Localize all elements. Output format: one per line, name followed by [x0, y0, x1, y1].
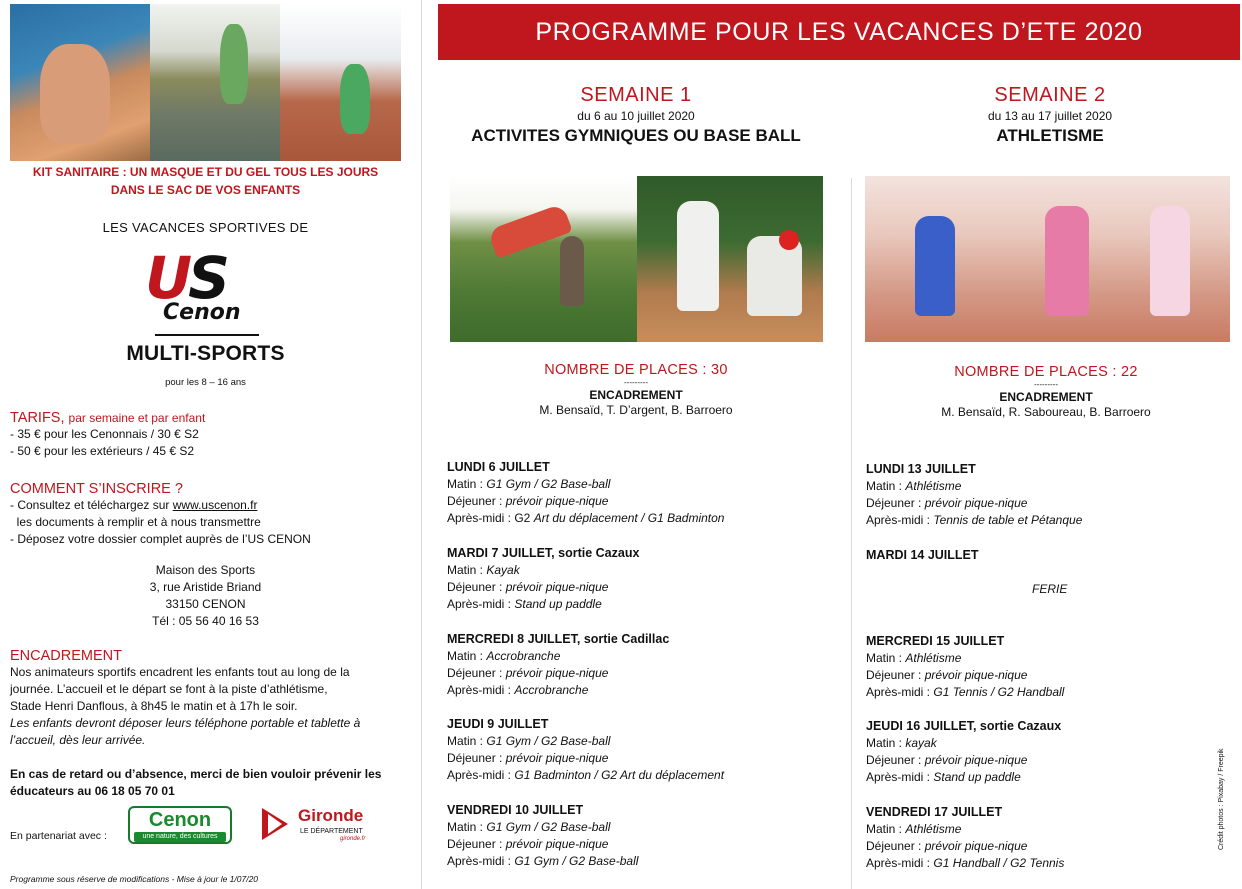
kit-line-1: KIT SANITAIRE : UN MASQUE ET DU GEL TOUS LES JOURS [32, 165, 379, 179]
day-line-dejeuner [447, 836, 638, 853]
line-key: Après-midi : [866, 685, 934, 699]
line-key: Déjeuner : [866, 496, 925, 510]
ferie-text: FERIE [1032, 582, 1068, 596]
line-key: Après-midi : [447, 854, 515, 868]
week2-day-monday [866, 461, 1082, 529]
line-key: Déjeuner : [447, 666, 506, 680]
day-line-dejeuner [866, 667, 1064, 684]
day-heading: LUNDI 6 JUILLET [447, 460, 550, 474]
day-line-dejeuner [447, 579, 639, 596]
gironde-word: Gironde [298, 806, 364, 825]
line-key: Après-midi : G2 [447, 511, 534, 525]
week2-day-thursday [866, 718, 1061, 786]
tarif-line: - 35 € pour les Cenonnais / 30 € S2 [10, 427, 199, 441]
line-key: Déjeuner : [866, 839, 925, 853]
line-value: prévoir pique-nique [924, 753, 1028, 767]
day-line-apresmidi [447, 682, 669, 699]
gironde-departement: LE DÉPARTEMENT [300, 828, 363, 835]
line-key: Après-midi : [447, 597, 515, 611]
day-line-apresmidi [866, 769, 1061, 786]
runner-2 [1045, 206, 1089, 316]
address-line: 33150 CENON [165, 597, 246, 611]
inscription-section [10, 481, 390, 548]
day-line-dejeuner [866, 752, 1061, 769]
encadrement-heading: ENCADREMENT [10, 648, 122, 664]
day-line-matin [447, 562, 639, 579]
line-key: Après-midi : [866, 513, 934, 527]
line-value: Accrobranche [514, 683, 589, 697]
line-value: Stand up paddle [514, 597, 602, 611]
line-value: G1 Gym / G2 Base-ball [514, 854, 639, 868]
day-heading: MERCREDI 8 JUILLET, sortie Cadillac [447, 632, 670, 646]
inscription-line-1-text: - Consultez et téléchargez sur [10, 498, 173, 512]
day-line-dejeuner [447, 665, 669, 682]
line-key: Matin : [866, 651, 906, 665]
ville-cenon-logo [128, 806, 232, 844]
day-line-matin [447, 733, 724, 750]
tarif-line: - 50 € pour les extérieurs / 45 € S2 [10, 444, 195, 458]
address-phone: Tél : 05 56 40 16 53 [152, 614, 259, 628]
hero-photo-collage [10, 4, 401, 161]
line-value: prévoir pique-nique [505, 666, 609, 680]
gironde-arrow-inner-icon [268, 814, 282, 834]
paddle-figure [220, 24, 248, 104]
week2-dates: du 13 au 17 juillet 2020 [987, 109, 1113, 123]
column-divider [421, 0, 422, 889]
day-heading: MARDI 7 JUILLET, sortie Cazaux [447, 546, 640, 560]
week2-places [856, 364, 1236, 419]
line-value: Athlétisme [905, 479, 962, 493]
photo-gymnastics [450, 176, 637, 342]
line-key: Déjeuner : [866, 753, 925, 767]
day-line-matin [866, 821, 1064, 838]
day-line-matin [866, 735, 1061, 752]
child-figure [40, 44, 110, 144]
day-line-matin [866, 478, 1082, 495]
week2-day-friday [866, 804, 1064, 872]
week1-title: SEMAINE 1 [580, 84, 692, 106]
day-line-matin [866, 650, 1064, 667]
week1-day-thursday [447, 716, 724, 784]
tarifs-section [10, 410, 390, 460]
day-line-apresmidi [447, 596, 639, 613]
line-value: prévoir pique-nique [924, 496, 1028, 510]
photo-baseball [637, 176, 823, 342]
vacances-title: LES VACANCES SPORTIVES DE [102, 220, 309, 235]
line-key: Après-midi : [866, 770, 934, 784]
batting-helmet [779, 230, 799, 250]
address-line: Maison des Sports [155, 563, 256, 577]
week1-encadrement-label: ENCADREMENT [589, 388, 683, 402]
week2-header [860, 84, 1240, 146]
day-line-apresmidi [866, 512, 1082, 529]
day-line-matin [447, 819, 638, 836]
line-value: Tennis de table et Pétanque [933, 513, 1083, 527]
cenon-logo-word: Cenon [148, 809, 212, 831]
baseball-player [677, 201, 719, 311]
us-cenon-logo [145, 244, 265, 336]
day-line-dejeuner [447, 750, 724, 767]
retard-line: éducateurs au 06 18 05 70 01 [10, 784, 175, 798]
logo-cenon: Cenon [163, 300, 241, 325]
line-value: prévoir pique-nique [505, 580, 609, 594]
line-key: Matin : [866, 822, 906, 836]
week2-activity: ATHLETISME [996, 126, 1104, 145]
line-key: Matin : [866, 736, 906, 750]
line-value: prévoir pique-nique [505, 494, 609, 508]
day-heading: MARDI 14 JUILLET [866, 548, 979, 562]
day-line-apresmidi [866, 684, 1064, 701]
week2-day-tuesday [866, 547, 979, 564]
line-key: Matin : [447, 649, 487, 663]
photo-credit [1218, 740, 1238, 860]
encadrement-section [10, 648, 390, 749]
separator-dashes: --------- [1034, 380, 1058, 389]
separator-dashes: --------- [624, 378, 648, 387]
week1-dates: du 6 au 10 juillet 2020 [577, 109, 695, 123]
encadrement-italic-line: Les enfants devront déposer leurs téléphone portable et tablette à [10, 716, 361, 730]
tarifs-heading [10, 410, 390, 426]
week-divider [851, 178, 852, 889]
line-value: G1 Gym / G2 Base-ball [486, 820, 611, 834]
day-heading: VENDREDI 17 JUILLET [866, 805, 1003, 819]
programme-banner: PROGRAMME POUR LES VACANCES D’ETE 2020 [438, 4, 1240, 60]
line-value: prévoir pique-nique [924, 839, 1028, 853]
week2-places-count: NOMBRE DE PLACES : 22 [954, 364, 1138, 380]
week2-day-wednesday [866, 633, 1064, 701]
line-value: G1 Badminton / G2 Art du déplacement [514, 768, 725, 782]
week1-day-tuesday [447, 545, 639, 613]
inscription-line-1 [10, 497, 390, 514]
encadrement-italic-line: l’accueil, dès leur arrivée. [10, 733, 146, 747]
encadrement-line: Stade Henri Danflous, à 8h45 le matin et à 17h le soir. [10, 699, 298, 713]
line-key: Déjeuner : [866, 668, 925, 682]
gymnast-legs [560, 236, 584, 306]
age-range: pour les 8 – 16 ans [165, 377, 246, 388]
logo-s: S [188, 244, 226, 312]
week1-activity: ACTIVITES GYMNIQUES OU BASE BALL [471, 126, 801, 145]
ferie-label [1032, 581, 1067, 598]
line-key: Déjeuner : [447, 751, 506, 765]
kit-sanitaire-notice [10, 163, 401, 199]
gironde-url: gironde.fr [340, 836, 366, 842]
week1-day-wednesday [447, 631, 669, 699]
photo-paddle [150, 4, 280, 161]
day-line-apresmidi [447, 853, 638, 870]
day-heading: MERCREDI 15 JUILLET [866, 634, 1005, 648]
tarifs-subheading: par semaine et par enfant [68, 411, 206, 425]
logo-u: U [145, 244, 189, 312]
address-line: 3, rue Aristide Briand [149, 580, 262, 594]
line-value: Athlétisme [905, 822, 962, 836]
line-value: Kayak [486, 563, 520, 577]
partner-label: En partenariat avec : [10, 830, 107, 842]
line-value: prévoir pique-nique [505, 751, 609, 765]
cenon-logo-slogan: une nature, des cultures [134, 832, 226, 842]
week1-header [436, 84, 836, 146]
day-heading: VENDREDI 10 JUILLET [447, 803, 584, 817]
week1-places [436, 362, 836, 417]
line-value: Stand up paddle [933, 770, 1021, 784]
photo-athletics-girls [865, 176, 1230, 342]
line-value: Athlétisme [905, 651, 962, 665]
line-key: Matin : [447, 820, 487, 834]
inscription-line-2: les documents à remplir et à nous transmettre [10, 515, 261, 529]
line-value: Accrobranche [486, 649, 561, 663]
runner-1 [915, 216, 955, 316]
multisports-title: MULTI-SPORTS [126, 342, 285, 365]
line-key: Déjeuner : [447, 580, 506, 594]
week2-encadrement-label: ENCADREMENT [999, 390, 1093, 404]
week1-places-count: NOMBRE DE PLACES : 30 [544, 362, 728, 378]
week2-encadrement-names: M. Bensaïd, R. Saboureau, B. Barroero [941, 405, 1151, 419]
line-value: prévoir pique-nique [505, 837, 609, 851]
week2-title: SEMAINE 2 [994, 84, 1106, 106]
day-line-dejeuner [866, 495, 1082, 512]
retard-notice [10, 766, 390, 800]
encadrement-line: Nos animateurs sportifs encadrent les enfants tout au long de la [10, 665, 350, 679]
retard-line: En cas de retard ou d’absence, merci de bien vouloir prévenir les [10, 767, 382, 781]
line-key: Matin : [447, 734, 487, 748]
inscription-heading: COMMENT S’INSCRIRE ? [10, 481, 183, 497]
maison-des-sports-address [10, 562, 401, 630]
line-value: kayak [905, 736, 937, 750]
week1-day-monday [447, 459, 724, 527]
line-value: prévoir pique-nique [924, 668, 1028, 682]
footnote: Programme sous réserve de modifications - Mise à jour le 1/07/20 [10, 874, 259, 884]
gironde-logo [262, 806, 382, 844]
day-line-matin [447, 648, 669, 665]
line-key: Déjeuner : [447, 837, 506, 851]
line-key: Après-midi : [447, 768, 515, 782]
day-line-dejeuner [866, 838, 1064, 855]
inscription-line-3: - Déposez votre dossier complet auprès de l’US CENON [10, 532, 311, 546]
line-key: Matin : [447, 477, 487, 491]
day-line-apresmidi [447, 767, 724, 784]
line-value: Art du déplacement / G1 Badminton [533, 511, 725, 525]
logo-underline [155, 334, 259, 336]
week1-day-friday [447, 802, 638, 870]
line-key: Après-midi : [447, 683, 515, 697]
day-heading: JEUDI 9 JUILLET [447, 717, 549, 731]
line-value: G1 Tennis / G2 Handball [933, 685, 1065, 699]
line-key: Matin : [447, 563, 487, 577]
day-heading: LUNDI 13 JUILLET [866, 462, 976, 476]
runner-3 [1150, 206, 1190, 316]
day-heading: JEUDI 16 JUILLET, sortie Cazaux [866, 719, 1062, 733]
uscenon-link[interactable]: www.uscenon.fr [172, 498, 258, 512]
photo-credit-text: Crédit photos : Pixabay / Freepik [1218, 748, 1225, 850]
line-key: Matin : [866, 479, 906, 493]
line-value: G1 Handball / G2 Tennis [933, 856, 1065, 870]
day-line-apresmidi [447, 510, 724, 527]
week1-encadrement-names: M. Bensaïd, T. D’argent, B. Barroero [539, 403, 733, 417]
tennis-figure [340, 64, 370, 134]
line-key: Déjeuner : [447, 494, 506, 508]
tarifs-heading-text: TARIFS, [10, 410, 65, 426]
line-value: G1 Gym / G2 Base-ball [486, 477, 611, 491]
day-line-dejeuner [447, 493, 724, 510]
encadrement-line: journée. L’accueil et le départ se font à la piste d’athlétisme, [10, 682, 328, 696]
line-key: Après-midi : [866, 856, 934, 870]
kit-line-2: DANS LE SAC DE VOS ENFANTS [110, 183, 301, 197]
day-line-apresmidi [866, 855, 1064, 872]
line-value: G1 Gym / G2 Base-ball [486, 734, 611, 748]
day-line-matin [447, 476, 724, 493]
